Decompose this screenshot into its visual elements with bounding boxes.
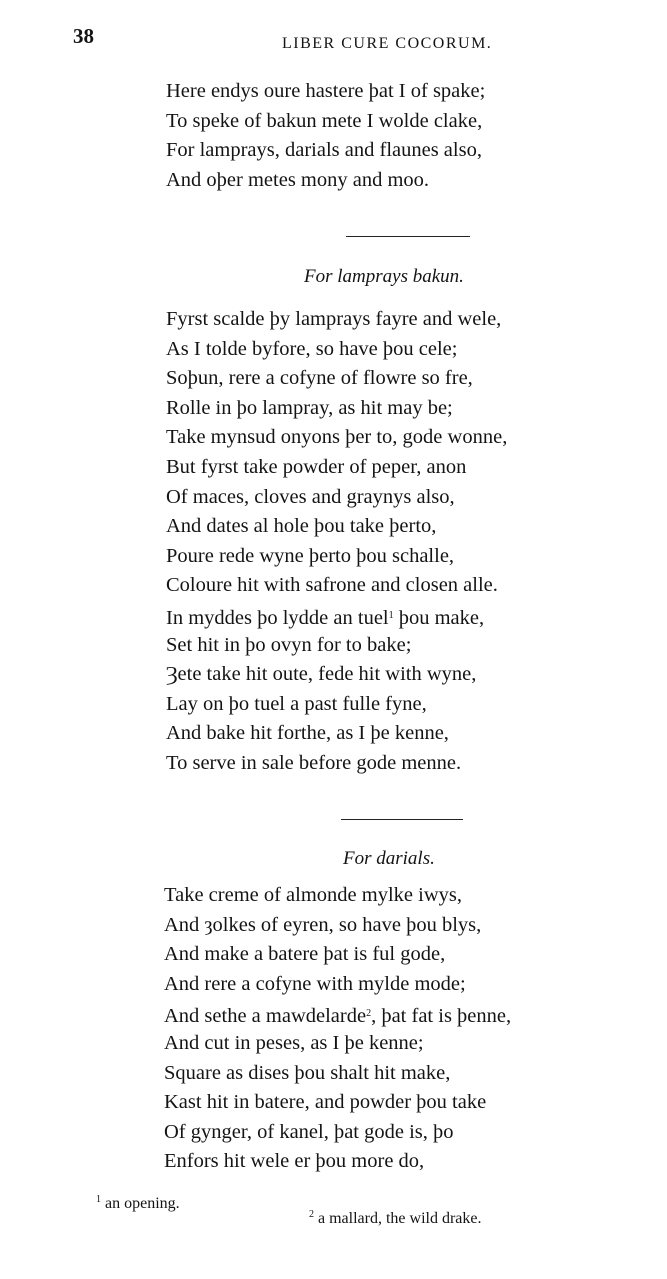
verse-text: In myddes þo lydde an tuel [166,606,389,629]
footnote-text: an opening. [105,1195,180,1212]
verse-line: Soþun, rere a cofyne of flowre so fre, [166,367,473,390]
verse-line: As I tolde byfore, so have þou cele; [166,337,458,360]
verse-line: Lay on þo tuel a past fulle fyne, [166,692,427,715]
page-number: 38 [73,24,94,48]
intro-stanza [166,77,485,195]
verse-line: Kast hit in batere, and powder þou take [164,1091,487,1114]
verse-line: Ȝete take hit oute, fede hit with wyne, [166,663,477,686]
footnote-mark: 2 [309,1209,314,1220]
verse-line: Here endys oure hastere þat I of spake; [166,80,486,102]
footnote-1 [96,1194,180,1213]
verse-line: Fyrst scalde þy lamprays fayre and wele, [166,308,502,330]
section-heading-lamprays: For lamprays bakun. [304,266,464,287]
verse-line: Poure rede wyne þerto þou schalle, [166,544,455,567]
verse-line: Of maces, cloves and graynys also, [166,485,455,508]
verse-line [166,601,507,631]
section-divider [341,819,463,820]
verse-line: Square as dises þou shalt hit make, [164,1061,451,1084]
verse-text: And sethe a mawdelarde [164,1005,367,1028]
verse-line: And rere a cofyne with mylde mode; [164,972,466,995]
verse-line: Set hit in þo ovyn for to bake; [166,633,412,656]
verse-line: For lamprays, darials and flaunes also, [166,139,482,162]
verse-line: And make a batere þat is ful gode, [164,943,446,966]
verse-line: To serve in sale before gode menne. [166,751,462,774]
verse-text: , þat fat is þenne, [371,1005,512,1028]
verse-line: But fyrst take powder of peper, anon [166,455,467,478]
footnote-ref: 2 [366,1008,372,1020]
verse-line: And bake hit forthe, as I þe kenne, [166,722,449,745]
section-heading-darials: For darials. [343,848,435,869]
verse-line: Rolle in þo lampray, as hit may be; [166,396,453,419]
footnote-2 [309,1209,482,1228]
verse-line: Of gynger, of kanel, þat gode is, þo [164,1120,454,1143]
verse-line: And cut in peses, as I þe kenne; [164,1031,424,1054]
verse-line [164,999,511,1029]
verse-line: And oþer metes mony and moo. [166,168,430,191]
verse-line: And ȝolkes of eyren, so have þou blys, [164,913,482,936]
footnote-mark: 1 [96,1194,101,1205]
verse-line: Enfors hit wele er þou more do, [164,1150,425,1173]
verse-text: þou make, [393,606,485,629]
lamprays-stanza [166,305,507,779]
verse-line: To speke of bakun mete I wolde clake, [166,109,483,132]
section-divider [346,236,470,237]
footnote-text: a mallard, the wild drake. [318,1210,482,1227]
verse-line: Coloure hit with safrone and closen alle. [166,574,498,597]
darials-stanza [164,881,511,1177]
verse-line: And dates al hole þou take þerto, [166,515,437,538]
running-title: LIBER CURE COCORUM. [282,35,493,52]
verse-line: Take mynsud onyons þer to, gode wonne, [166,426,508,449]
footnote-ref: 1 [388,609,394,621]
verse-line: Take creme of almonde mylke iwys, [164,884,462,906]
